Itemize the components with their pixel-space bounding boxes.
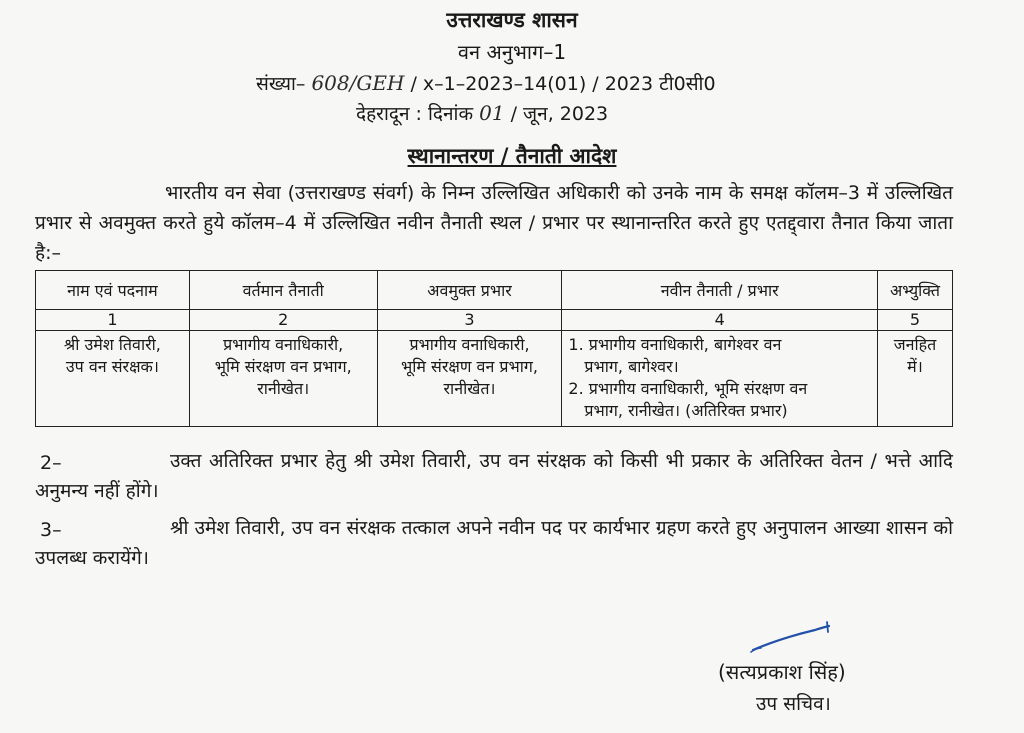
cell-current-posting [189,331,377,427]
header-remarks: अभ्युक्ति [877,271,952,310]
relieved-line: प्रभागीय वनाधिकारी, [409,335,530,354]
current-line: रानीखेत। [257,379,310,398]
date-suffix: / जून, 2023 [510,103,609,125]
ref-handwritten: 608/GEH [311,71,405,95]
name-line: श्री उमेश तिवारी, [63,335,161,354]
table-number-row [36,310,953,331]
paragraph-3: श्री उमेश तिवारी, उप वन संरक्षक तत्काल अपने नवीन पद पर कार्यभार ग्रहण करते हुए अनुपालन आख्या शासन को उपलब्ध करायेंगे। [35,517,953,569]
date-line [356,100,608,126]
government-title: उत्तराखण्ड शासन [446,8,578,32]
new-posting-line: 2. प्रभागीय वनाधिकारी, भूमि संरक्षण वन [568,379,808,398]
header-name: नाम एवं पदनाम [36,271,190,310]
new-posting-line: 1. प्रभागीय वनाधिकारी, बागेश्वर वन [568,335,782,354]
new-posting-line: प्रभाग, रानीखेत। (अतिरिक्त प्रभार) [584,401,788,420]
column-number: 3 [377,310,562,331]
header-relieved-charge: अवमुक्त प्रभार [377,271,562,310]
table-row [36,331,953,427]
relieved-line: भूमि संरक्षण वन प्रभाग, [401,357,538,376]
current-line: प्रभागीय वनाधिकारी, [223,335,344,354]
remark-line: में। [907,357,923,376]
designation-line: उप वन संरक्षक। [65,357,159,376]
signatory-designation: उप सचिव। [756,693,831,715]
remark-line: जनहित [893,335,937,354]
signature-mark [745,618,840,658]
ref-prefix: संख्या– [256,73,306,95]
column-number: 4 [562,310,878,331]
paragraph-2: उक्त अतिरिक्त प्रभार हेतु श्री उमेश तिवारी, उप वन संरक्षक को किसी भी प्रकार के अतिरिक्त वेतन / भत्ते आदि अनुमन्य नहीं होंगे। [35,450,953,502]
cell-name [36,331,190,427]
cell-relieved-charge [377,331,562,427]
reference-number [256,70,716,96]
current-line: भूमि संरक्षण वन प्रभाग, [214,357,352,376]
transfer-table [35,270,953,427]
table-header-row [36,271,953,310]
signatory-name: (सत्यप्रकाश सिंह) [718,660,846,684]
cell-remarks [877,331,952,427]
para2-number: 2– [40,452,62,474]
date-prefix: देहरादून : दिनांक [356,103,474,125]
column-number: 1 [36,310,190,331]
cell-new-posting [562,331,878,427]
relieved-line: रानीखेत। [443,379,496,398]
order-title: स्थानान्तरण / तैनाती आदेश [407,144,617,168]
ref-suffix: / x–1–2023–14(01) / 2023 टी0सी0 [410,73,716,95]
column-number: 2 [189,310,377,331]
column-number: 5 [877,310,952,331]
section-title: वन अनुभाग–1 [457,40,567,64]
para3-number: 3– [40,519,62,541]
header-current-posting: वर्तमान तैनाती [189,271,377,310]
new-posting-line: प्रभाग, बागेश्वर। [584,357,679,376]
header-new-posting: नवीन तैनाती / प्रभार [562,271,878,310]
intro-paragraph: भारतीय वन सेवा (उत्तराखण्ड संवर्ग) के निम्न उल्लिखित अधिकारी को उनके नाम के समक्ष कॉलम–3 में उल्लिखित प्रभार से अवमुक्त करते हुये कॉलम–4 में उल्लिखित नवीन तैनाती स्थल / प्रभार पर स्थानान्तरित करते हुए एतद्द्वारा तैनात किया जाता है:– [35,182,953,264]
date-handwritten: 01 [479,101,505,125]
